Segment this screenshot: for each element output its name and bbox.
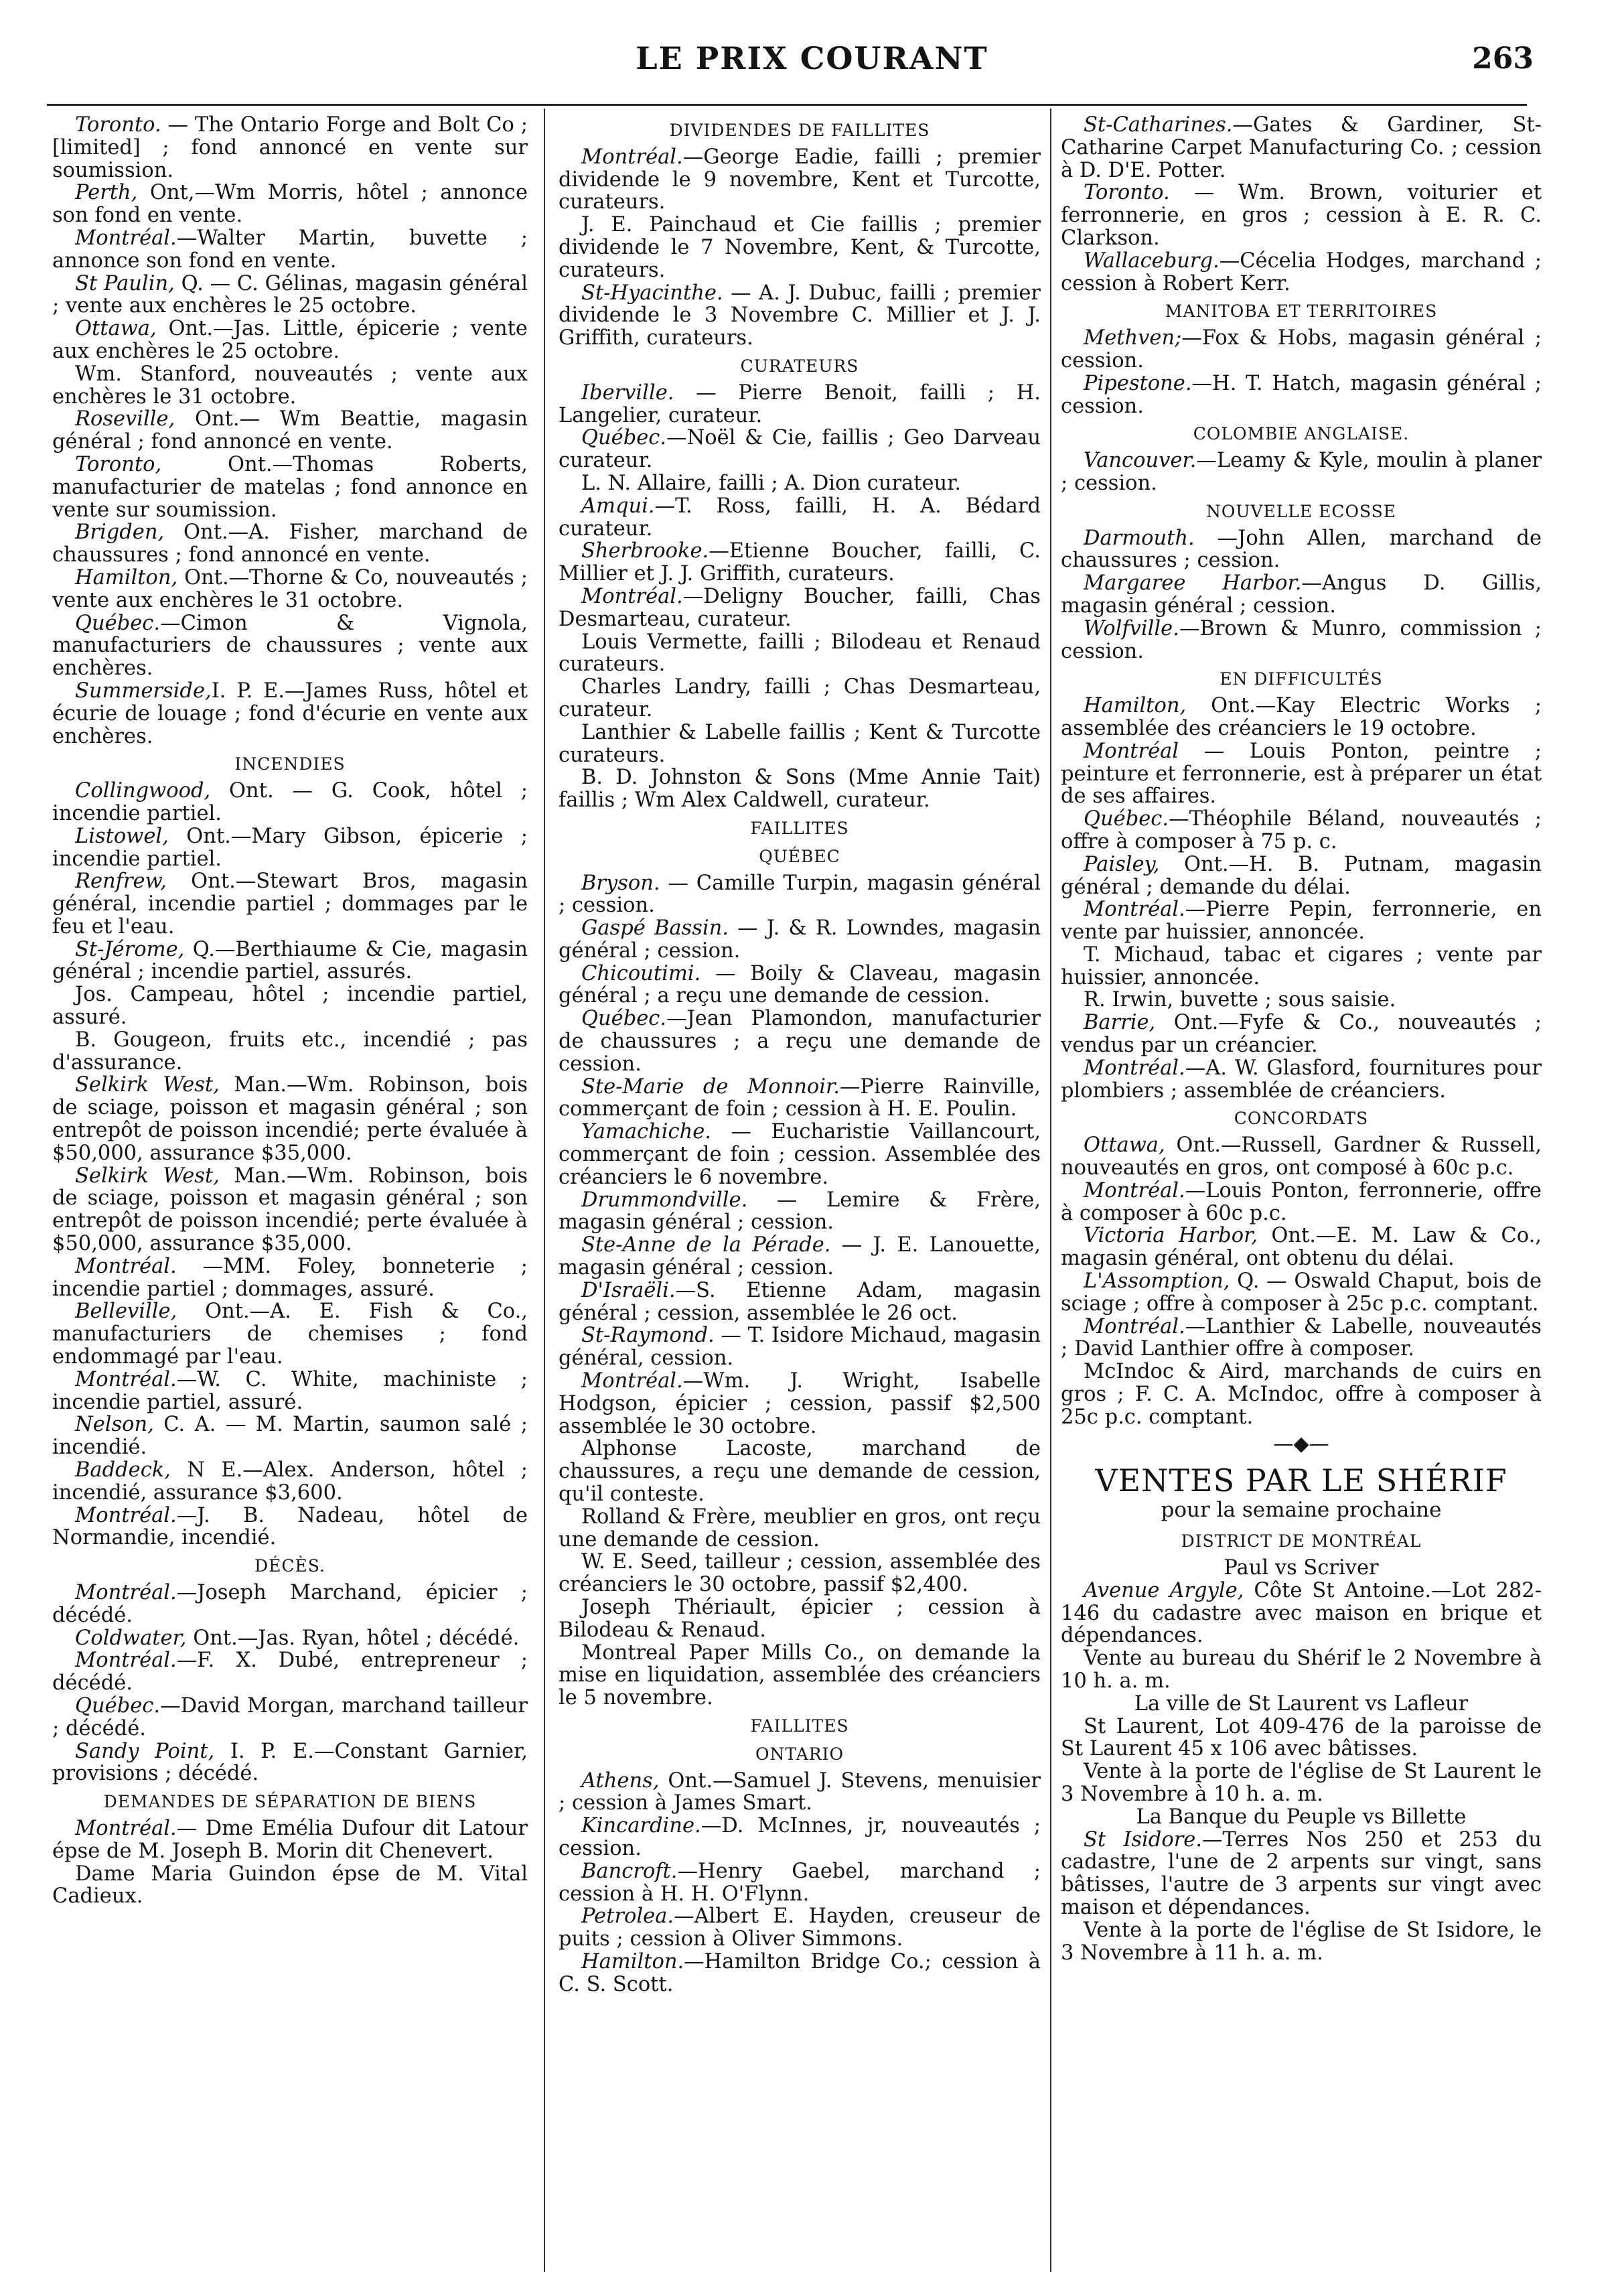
notice-entry	[52, 1029, 528, 1074]
notice-text: Rolland & Frère, meublier en gros, ont reçu une demande de cession.	[559, 1505, 1041, 1551]
place-name: St Isidore.	[1084, 1827, 1203, 1852]
notice-entry	[52, 182, 528, 227]
notice-text: Ont.—Thorne & Co, nouveautés ; vente aux enchères le 31 octobre.	[52, 565, 528, 612]
notice-entry	[1061, 989, 1542, 1012]
notice-entry	[559, 427, 1041, 472]
notice-text: T. Michaud, tabac et cigares ; vente par huissier, annoncée.	[1061, 943, 1542, 989]
notice-entry	[1061, 944, 1542, 989]
notice-text: —J. B. Nadeau, hôtel de Normandie, incendié.	[52, 1503, 528, 1550]
place-name: Sandy Point,	[75, 1739, 215, 1763]
notice-text: Vente à la porte de l'église de St Isidore, le 3 Novembre à 11 h. a. m.	[1061, 1918, 1542, 1965]
notice-entry	[1061, 250, 1542, 295]
notice-entry	[1061, 1716, 1542, 1761]
place-name: Wolfville.	[1084, 616, 1179, 640]
notice-text: —Brown & Munro, commission ; cession.	[1061, 616, 1542, 663]
notice-entry	[1061, 327, 1542, 372]
notice-text: Q.—Berthiaume & Cie, magasin général ; incendie partiel, assurés.	[52, 937, 528, 984]
notice-text: —Walter Martin, buvette ; annonce son fond en vente.	[52, 226, 528, 273]
column-divider	[544, 109, 545, 2272]
place-name: Montréal.	[1084, 898, 1185, 922]
notice-text: —John Allen, marchand de chaussures ; cession.	[1061, 526, 1542, 573]
notice-entry	[559, 872, 1041, 918]
notice-entry	[52, 273, 528, 318]
notice-text: McIndoc & Aird, marchands de cuirs en gros ; F. C. A. McIndoc, offre à composer à 25c p.c. comptant.	[1061, 1360, 1542, 1429]
notice-text: — A. J. Dubuc, failli ; premier dividende le 3 Novembre C. Millier et J. J. Griffith, curateurs.	[559, 281, 1041, 350]
place-name: St-Raymond.	[581, 1324, 715, 1348]
section-heading: DÉCÈS.	[254, 1556, 325, 1576]
notice-text: — Eucharistie Vaillancourt, commerçant de foin ; cession. Assemblée des créanciers le 6 novembre.	[559, 1120, 1041, 1189]
place-name: Selkirk West,	[75, 1073, 220, 1097]
notice-text: —Théophile Béland, nouveautés ; offre à composer à 75 p. c.	[1061, 807, 1542, 853]
section-heading: DISTRICT DE MONTRÉAL	[1181, 1531, 1422, 1551]
notice-text: —Albert E. Hayden, creuseur de puits ; cession à Oliver Simmons.	[559, 1904, 1041, 1951]
notice-text: St Laurent, Lot 409-476 de la paroisse de St Laurent 45 x 106 avec bâtisses.	[1061, 1714, 1542, 1761]
notice-text: —Noël & Cie, faillis ; Geo Darveau curateur.	[559, 426, 1041, 473]
notice-text: — Boily & Claveau, magasin général ; a reçu une demande de cession.	[559, 961, 1041, 1008]
place-name: Gaspé Bassin.	[581, 916, 729, 941]
notice-entry	[559, 1506, 1041, 1551]
notice-entry	[1061, 1012, 1542, 1057]
notice-entry	[559, 495, 1041, 541]
page-header	[0, 0, 1624, 100]
notice-text: Q. — C. Gélinas, magasin général ; vente aux enchères le 25 octobre.	[52, 271, 528, 318]
notice-entry	[1061, 572, 1542, 618]
place-name: Québec.	[75, 611, 161, 635]
place-name: Iberville.	[581, 380, 674, 405]
notice-text: —Jean Plamondon, manufacturier de chaussures ; a reçu une demande de cession.	[559, 1007, 1041, 1076]
case-title: La Banque du Peuple vs Billette	[1136, 1805, 1467, 1829]
notice-text: I. P. E.—Constant Garnier, provisions ; décédé.	[52, 1739, 528, 1786]
notice-text: Ont. — G. Cook, hôtel ; incendie partiel.	[52, 779, 528, 825]
notice-text: Alphonse Lacoste, marchand de chaussures, a reçu une demande de cession, qu'il conteste.	[559, 1437, 1041, 1507]
place-name: Montréal.	[75, 226, 177, 250]
place-name: Québec.	[1084, 807, 1169, 831]
notice-text: —MM. Foley, bonneterie ; incendie partiel ; dommages, assuré.	[52, 1254, 528, 1301]
notice-text: Ont.—Jas. Ryan, hôtel ; décédé.	[186, 1626, 520, 1650]
place-name: Montréal.	[581, 145, 683, 169]
notice-entry	[559, 963, 1041, 1008]
notice-entry	[52, 870, 528, 938]
notice-text: — Lemire & Frère, magasin général ; cession.	[559, 1188, 1041, 1235]
section-heading: QUÉBEC	[759, 846, 840, 866]
notice-entry	[559, 585, 1041, 631]
notice-text: Charles Landry, failli ; Chas Desmarteau, curateur.	[559, 675, 1041, 721]
place-name: Pipestone.	[1084, 371, 1192, 395]
notice-text: —Gates & Gardiner, St-Catharine Carpet Manufacturing Co. ; cession à D. D'E. Potter.	[1061, 114, 1542, 182]
place-name: Vancouver.	[1084, 449, 1197, 473]
section-heading: EN DIFFICULTÉS	[1220, 669, 1383, 689]
notice-text: —T. Ross, failli, H. A. Bédard curateur.	[559, 494, 1041, 541]
section-heading: INCENDIES	[234, 754, 346, 774]
notice-text: —Leamy & Kyle, moulin à planer ; cession.	[1061, 449, 1542, 495]
notice-text: C. A. — M. Martin, saumon salé ; incendié.	[52, 1413, 528, 1460]
notice-entry	[559, 1234, 1041, 1279]
place-name: Margaree Harbor.	[1084, 571, 1302, 596]
notice-entry	[1061, 740, 1542, 808]
case-title: Paul vs Scriver	[1224, 1556, 1379, 1580]
place-name: Montréal	[1084, 739, 1179, 763]
notice-text: Ont.—Mary Gibson, épicerie ; incendie partiel.	[52, 824, 528, 871]
notice-entry	[559, 1007, 1041, 1075]
notice-text: —Deligny Boucher, failli, Chas Desmarteau, curateur.	[559, 584, 1041, 631]
place-name: Hamilton,	[1084, 694, 1187, 718]
place-name: Québec.	[75, 1693, 161, 1718]
notice-entry	[52, 1627, 528, 1650]
page-number: 263	[1472, 42, 1534, 76]
notice-entry	[559, 1551, 1041, 1596]
notice-entry	[52, 1074, 528, 1164]
notice-text: Man.—Wm. Robinson, bois de sciage, poisson et magasin général ; son entrepôt de poisson incendié; perte évaluée à $50,000, assurance $35,000.	[52, 1164, 528, 1256]
place-name: Ste-Marie de Monnoir.	[581, 1074, 840, 1099]
section-heading: FAILLITES	[750, 1716, 849, 1736]
notice-text: — Wm. Brown, voiturier et ferronnerie, en gros ; cession à E. R. C. Clarkson.	[1061, 181, 1542, 250]
place-name: Toronto,	[75, 452, 162, 476]
notice-entry	[52, 780, 528, 825]
place-name: Drummondville.	[581, 1188, 748, 1212]
notice-entry	[559, 1905, 1041, 1951]
notice-entry	[559, 1770, 1041, 1815]
notice-entry	[52, 408, 528, 454]
notice-text: I. P. E.—James Russ, hôtel et écurie de louage ; fond d'écurie en vente aux enchères.	[52, 679, 528, 748]
place-name: Avenue Argyle,	[1084, 1578, 1244, 1602]
place-name: Montréal.	[581, 1369, 683, 1393]
notice-text: Ont.—Jas. Little, épicerie ; vente aux enchères le 25 octobre.	[52, 317, 528, 363]
place-name: Coldwater,	[75, 1626, 187, 1650]
notice-text: —H. T. Hatch, magasin général ; cession.	[1061, 371, 1542, 418]
notice-entry	[1061, 1180, 1542, 1225]
place-name: Ottawa,	[1084, 1133, 1165, 1158]
notice-entry	[1061, 1134, 1542, 1180]
notice-entry	[52, 363, 528, 409]
place-name: Montréal.	[1084, 1314, 1185, 1338]
notice-text: W. E. Seed, tailleur ; cession, assemblée des créanciers le 30 octobre, passif $2,400.	[559, 1550, 1041, 1597]
notice-entry	[559, 676, 1041, 721]
notice-entry	[1061, 695, 1542, 740]
notice-entry	[52, 612, 528, 680]
notice-text: N E.—Alex. Anderson, hôtel ; incendié, assurance $3,600.	[52, 1458, 528, 1505]
section-heading: FAILLITES	[750, 818, 849, 838]
place-name: Ottawa,	[75, 317, 157, 341]
notice-text: Montreal Paper Mills Co., on demande la mise en liquidation, assemblée des créanciers le 5 novembre.	[559, 1641, 1041, 1710]
page-title: LE PRIX COURANT	[636, 40, 988, 76]
section-subtitle: pour la semaine prochaine	[1161, 1498, 1442, 1523]
notice-text: —Lanthier & Labelle, nouveautés ; David Lanthier offre à composer.	[1061, 1314, 1542, 1361]
notice-text: —Fox & Hobs, magasin général ; cession.	[1061, 326, 1542, 372]
notice-entry	[559, 917, 1041, 963]
place-name: Toronto.	[1084, 181, 1170, 205]
notice-entry	[1061, 1760, 1542, 1806]
notice-text: — Dme Emélia Dufour dit Latour épse de M. Joseph B. Morin dit Chenevert.	[52, 1816, 528, 1863]
ornament-divider: —◆—	[1273, 1432, 1329, 1456]
notice-text: Ont.—A. E. Fish & Co., manufacturiers de chemises ; fond endommagé par l'eau.	[52, 1300, 528, 1369]
notice-entry	[1061, 1316, 1542, 1361]
notice-entry	[559, 472, 1041, 495]
place-name: St-Hyacinthe.	[581, 281, 723, 305]
notice-entry	[559, 146, 1041, 214]
place-name: Montréal.	[75, 1367, 177, 1391]
notice-entry	[559, 766, 1041, 812]
place-name: Belleville,	[75, 1300, 177, 1324]
notice-text: Côte St Antoine.—Lot 282-146 du cadastre avec maison en brique et dépendances.	[1061, 1578, 1542, 1648]
notice-text: — J. E. Lanouette, magasin général ; cession.	[559, 1233, 1041, 1280]
notice-text: —David Morgan, marchand tailleur ; décédé.	[52, 1693, 528, 1740]
place-name: Hamilton.	[581, 1949, 684, 1973]
notice-text: Ont.—Russell, Gardner & Russell, nouveautés en gros, ont composé à 60c p.c.	[1061, 1133, 1542, 1180]
notice-text: Ont.—H. B. Putnam, magasin général ; demande du délai.	[1061, 852, 1542, 899]
place-name: Montréal.	[1084, 1178, 1185, 1202]
notice-entry	[559, 1121, 1041, 1188]
notice-entry	[52, 1817, 528, 1863]
notice-entry	[52, 454, 528, 521]
place-name: Bryson.	[581, 871, 660, 895]
place-name: Baddeck,	[75, 1458, 171, 1482]
notice-text: L. N. Allaire, failli ; A. Dion curateur.	[581, 471, 962, 495]
notice-text: — Pierre Benoit, failli ; H. Langelier, curateur.	[559, 380, 1041, 427]
notice-text: —Wm. J. Wright, Isabelle Hodgson, épicier ; cession, passif $2,500 assemblée le 30 octobre.	[559, 1369, 1041, 1438]
notice-entry	[559, 1642, 1041, 1710]
place-name: Toronto.	[75, 114, 161, 137]
place-name: Brigden,	[75, 520, 165, 545]
notice-entry	[1061, 898, 1542, 944]
notice-text: B. Gougeon, fruits etc., incendié ; pas d'assurance.	[52, 1028, 528, 1074]
place-name: Barrie,	[1084, 1011, 1156, 1035]
notice-entry	[52, 227, 528, 273]
place-name: St Paulin,	[75, 271, 175, 295]
notice-text: —Joseph Marchand, épicier ; décédé.	[52, 1581, 528, 1627]
column-right	[1061, 114, 1542, 2264]
notice-text: — T. Isidore Michaud, magasin général, cession.	[559, 1324, 1041, 1371]
notice-entry	[52, 1300, 528, 1368]
notice-text: — Louis Ponton, peintre ; peinture et ferronnerie, est à préparer un état de ses affaires.	[1061, 739, 1542, 809]
notice-text: —Cécelia Hodges, marchand ; cession à Robert Kerr.	[1061, 249, 1542, 295]
place-name: Petrolea.	[581, 1904, 674, 1929]
notice-entry	[52, 1649, 528, 1695]
notice-entry	[52, 1369, 528, 1414]
place-name: Montréal.	[75, 1503, 177, 1527]
section-heading: ONTARIO	[755, 1744, 844, 1764]
notice-entry	[52, 1413, 528, 1459]
notice-text: —Etienne Boucher, failli, C. Millier et J. J. Griffith, curateurs.	[559, 539, 1041, 586]
notice-entry	[52, 567, 528, 612]
place-name: Athens,	[581, 1768, 660, 1793]
place-name: Montréal.	[581, 584, 683, 608]
place-name: D'Israëli.	[581, 1278, 676, 1302]
notice-text: Vente au bureau du Shérif le 2 Novembre à 10 h. a. m.	[1061, 1647, 1542, 1693]
notice-entry	[1061, 372, 1542, 418]
notice-entry	[559, 1324, 1041, 1370]
place-name: Darmouth.	[1084, 526, 1195, 550]
notice-entry	[52, 1165, 528, 1255]
notice-text: Dame Maria Guindon épse de M. Vital Cadieux.	[52, 1862, 528, 1908]
notice-entry	[559, 1596, 1041, 1642]
place-name: Wallaceburg.	[1084, 249, 1220, 273]
notice-text: —Cimon & Vignola, manufacturiers de chaussures ; vente aux enchères.	[52, 611, 528, 681]
case-title: La ville de St Laurent vs Lafleur	[1134, 1691, 1469, 1716]
notice-entry	[1061, 114, 1542, 182]
notice-text: R. Irwin, buvette ; sous saisie.	[1084, 988, 1396, 1012]
notice-text: Ont.—Samuel J. Stevens, menuisier ; cession à James Smart.	[559, 1768, 1041, 1815]
section-heading: DIVIDENDES DE FAILLITES	[669, 121, 930, 140]
section-heading: MANITOBA ET TERRITOIRES	[1165, 301, 1438, 322]
notice-text: Louis Vermette, failli ; Bilodeau et Renaud curateurs.	[559, 630, 1041, 677]
notice-text: Wm. Stanford, nouveautés ; vente aux enchères le 31 octobre.	[52, 362, 528, 409]
notice-entry	[1061, 808, 1542, 853]
notice-entry	[559, 631, 1041, 677]
notice-entry	[52, 1582, 528, 1627]
notice-entry	[52, 939, 528, 984]
notice-entry	[1061, 1057, 1542, 1103]
notice-entry	[1061, 1647, 1542, 1693]
section-title: VENTES PAR LE SHÉRIF	[1095, 1462, 1507, 1499]
notice-entry	[1061, 1361, 1542, 1428]
place-name: Sherbrooke.	[581, 539, 709, 563]
place-name: Methven;	[1084, 326, 1182, 350]
notice-text: J. E. Painchaud et Cie faillis ; premier dividende le 7 Novembre, Kent, & Turcotte, curateurs.	[559, 213, 1041, 282]
place-name: Paisley,	[1084, 852, 1160, 876]
notice-text: —D. McInnes, jr, nouveautés ; cession.	[559, 1814, 1041, 1860]
notice-text: —Terres Nos 250 et 253 du cadastre, l'une de 2 arpents sur vingt, sans bâtisses, l'autre de 3 arpents sur vingt avec maison et dépendances.	[1061, 1827, 1542, 1919]
notice-entry	[52, 825, 528, 871]
notice-text: Ont,—Wm Morris, hôtel ; annonce son fond en vente.	[52, 181, 528, 228]
notice-entry	[52, 1740, 528, 1786]
place-name: Perth,	[75, 181, 138, 205]
place-name: Amqui.	[581, 494, 655, 518]
section-heading: DEMANDES DE SÉPARATION DE BIENS	[103, 1792, 477, 1812]
notice-entry	[52, 983, 528, 1029]
notice-entry	[1061, 618, 1542, 663]
column-middle	[559, 114, 1041, 2264]
notice-entry	[52, 114, 528, 182]
place-name: Montréal.	[75, 1649, 177, 1673]
notice-entry	[1061, 449, 1542, 495]
notice-entry	[559, 1189, 1041, 1235]
notice-text: Q. — Oswald Chaput, bois de sciage ; offre à composer à 25c p.c. comptant.	[1061, 1269, 1542, 1316]
notice-entry	[52, 1863, 528, 1908]
notice-entry	[559, 1951, 1041, 1996]
place-name: Victoria Harbor,	[1084, 1224, 1258, 1248]
notice-text: —Henry Gaebel, marchand ; cession à H. H. O'Flynn.	[559, 1859, 1041, 1906]
notice-text: —Pierre Rainville, commerçant de foin ; cession à H. E. Poulin.	[559, 1074, 1041, 1121]
notice-entry	[559, 214, 1041, 281]
notice-entry	[1061, 1225, 1542, 1270]
notice-entry	[1061, 853, 1542, 899]
notice-entry	[1061, 182, 1542, 249]
notice-entry	[1061, 1580, 1542, 1647]
notice-text: Ont.—Fyfe & Co., nouveautés ; vendus par un créancier.	[1061, 1011, 1542, 1058]
section-heading: CURATEURS	[740, 356, 859, 376]
notice-text: Lanthier & Labelle faillis ; Kent & Turcotte curateurs.	[559, 720, 1041, 767]
notice-entry	[559, 540, 1041, 585]
place-name: Listowel,	[75, 824, 169, 848]
notice-entry	[52, 1255, 528, 1301]
notice-entry	[1061, 1829, 1542, 1919]
notice-entry	[559, 1438, 1041, 1505]
place-name: Summerside,	[75, 679, 212, 703]
notice-text: — Camille Turpin, magasin général ; cession.	[559, 871, 1041, 918]
place-name: Kincardine.	[581, 1814, 701, 1838]
notice-text: Jos. Campeau, hôtel ; incendie partiel, assuré.	[52, 983, 528, 1030]
notice-text: Man.—Wm. Robinson, bois de sciage, poisson et magasin général ; son entrepôt de poisson incendié; perte évaluée à $50,000, assurance $35,000.	[52, 1073, 528, 1165]
notice-entry	[559, 282, 1041, 350]
place-name: Collingwood,	[75, 779, 211, 803]
place-name: Montréal.	[1084, 1056, 1185, 1080]
section-heading: COLOMBIE ANGLAISE.	[1193, 424, 1410, 444]
notice-entry	[52, 1459, 528, 1505]
notice-entry	[52, 318, 528, 363]
notice-text: Ont.—Kay Electric Works ; assemblée des créanciers le 19 octobre.	[1061, 694, 1542, 740]
notice-text: —Hamilton Bridge Co.; cession à C. S. Scott.	[559, 1949, 1041, 1996]
place-name: Chicoutimi.	[581, 961, 701, 985]
place-name: Hamilton,	[75, 565, 178, 589]
notice-text: Ont.—A. Fisher, marchand de chaussures ; fond annoncé en vente.	[52, 520, 528, 567]
notice-entry	[52, 1695, 528, 1740]
notice-entry	[559, 1860, 1041, 1906]
notice-text: — The Ontario Forge and Bolt Co ; [limited] ; fond annoncé en vente sur soumission.	[52, 114, 528, 182]
notice-entry	[559, 1815, 1041, 1860]
notice-entry	[559, 1279, 1041, 1325]
header-rule	[47, 104, 1527, 106]
notice-text: —W. C. White, machiniste ; incendie partiel, assuré.	[52, 1367, 528, 1414]
place-name: Renfrew,	[75, 870, 167, 894]
notice-entry	[1061, 1270, 1542, 1316]
notice-text: —A. W. Glasford, fournitures pour plombiers ; assemblée de créanciers.	[1061, 1056, 1542, 1103]
place-name: Nelson,	[75, 1413, 154, 1437]
notice-text: Ont.—Stewart Bros, magasin général, incendie partiel ; dommages par le feu et l'eau.	[52, 870, 528, 939]
place-name: Bancroft.	[581, 1859, 678, 1883]
place-name: Québec.	[581, 1007, 667, 1031]
place-name: St-Catharines.	[1084, 114, 1233, 137]
notice-text: —Louis Ponton, ferronnerie, offre à composer à 60c p.c.	[1061, 1178, 1542, 1225]
section-heading: NOUVELLE ECOSSE	[1205, 501, 1397, 521]
notice-text: Ont.—E. M. Law & Co., magasin général, ont obtenu du délai.	[1061, 1224, 1542, 1271]
notice-text: Ont.— Wm Beattie, magasin général ; fond annoncé en vente.	[52, 407, 528, 454]
place-name: St-Jérome,	[75, 937, 185, 961]
section-heading: CONCORDATS	[1234, 1109, 1369, 1129]
notice-text: —F. X. Dubé, entrepreneur ; décédé.	[52, 1649, 528, 1695]
place-name: L'Assomption,	[1084, 1269, 1230, 1294]
notice-text: — J. & R. Lowndes, magasin général ; cession.	[559, 916, 1041, 963]
place-name: Roseville,	[75, 407, 175, 431]
place-name: Ste-Anne de la Pérade.	[581, 1233, 831, 1257]
notice-entry	[1061, 527, 1542, 573]
notice-entry	[52, 1505, 528, 1550]
notice-entry	[52, 680, 528, 748]
notice-text: —Pierre Pepin, ferronnerie, en vente par huissier, annoncée.	[1061, 898, 1542, 945]
notice-text: Vente à la porte de l'église de St Laurent le 3 Novembre à 10 h. a. m.	[1061, 1760, 1542, 1806]
place-name: Montréal.	[75, 1581, 177, 1604]
column-divider	[1050, 109, 1051, 2272]
place-name: Québec.	[581, 426, 667, 450]
notice-entry	[1061, 1919, 1542, 1965]
place-name: Montréal.	[75, 1254, 177, 1278]
place-name: Montréal.	[75, 1816, 177, 1840]
place-name: Yamachiche.	[581, 1120, 712, 1144]
place-name: Selkirk West,	[75, 1164, 220, 1188]
notice-entry	[559, 382, 1041, 427]
notice-text: —George Eadie, failli ; premier dividende le 9 novembre, Kent et Turcotte, curateurs.	[559, 145, 1041, 214]
notice-entry	[52, 521, 528, 567]
notice-text: B. D. Johnston & Sons (Mme Annie Tait) faillis ; Wm Alex Caldwell, curateur.	[559, 766, 1041, 813]
notice-entry	[559, 1076, 1041, 1121]
notice-text: —Angus D. Gillis, magasin général ; cession.	[1061, 571, 1542, 618]
notice-text: Joseph Thériault, épicier ; cession à Bilodeau & Renaud.	[559, 1596, 1041, 1642]
notice-entry	[559, 721, 1041, 767]
notice-text: —S. Etienne Adam, magasin général ; cession, assemblée le 26 oct.	[559, 1278, 1041, 1325]
notice-entry	[559, 1370, 1041, 1438]
notice-text: Ont.—Thomas Roberts, manufacturier de matelas ; fond annonce en vente sur soumission.	[52, 452, 528, 522]
column-left	[52, 114, 528, 2264]
